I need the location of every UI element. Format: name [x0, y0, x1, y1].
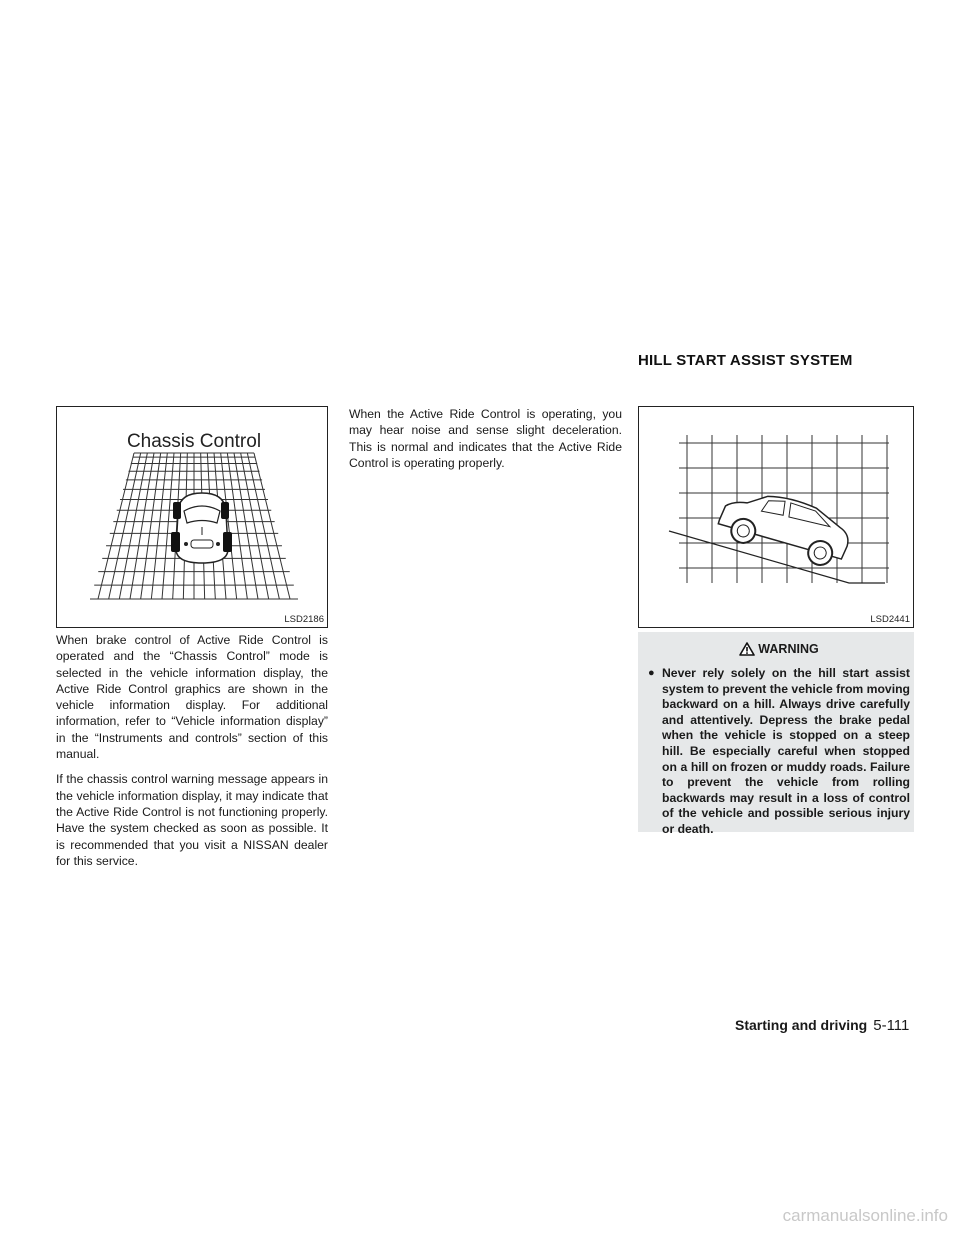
paragraph: When brake control of Active Ride Control is operated and the “Chassis Control” mode is selected in the vehicle information display, the Active Ride Control graphics are shown in the vehicle information display. For additional information, refer to “Vehicle information display” in the “Instruments and controls” section of this manual.: [56, 633, 328, 762]
section-title: HILL START ASSIST SYSTEM: [638, 352, 853, 369]
warning-triangle-icon: [739, 642, 755, 656]
car-on-hill-icon: [715, 482, 855, 571]
figure-chassis-control: [56, 406, 328, 628]
warning-heading: [648, 642, 910, 656]
paragraph: When the Active Ride Control is operating, you may hear noise and sense slight deceleration. This is normal and indicates that the Active Ride Control is operating properly.: [349, 407, 622, 470]
chassis-control-illustration: [57, 407, 327, 627]
figure-hill-start: [638, 406, 914, 628]
warning-item: [648, 666, 910, 838]
warning-heading-text: WARNING: [758, 642, 819, 656]
page-number: 5-111: [873, 1017, 910, 1034]
car-top-view-icon: [171, 493, 232, 563]
bullet: ●: [648, 667, 655, 679]
figure-id: LSD2441: [870, 614, 910, 625]
warning-box: [638, 632, 914, 836]
footer-section-name: Starting and driving: [735, 1017, 868, 1033]
column-1-text: [56, 632, 328, 869]
hill-start-illustration: [639, 407, 913, 627]
figure-id: LSD2186: [284, 614, 324, 625]
warning-text: Never rely solely on the hill start assist system to prevent the vehicle from moving backward on a hill. Always drive carefully and attentively. Depress the brake pedal when the vehicle is stopped on a steep hill. Be especially careful when stopped on a hill on frozen or muddy roads. Failure to prevent the vehicle from rolling backwards may result in a loss of control of the vehicle and possible serious injury or death.: [662, 666, 910, 836]
paragraph: If the chassis control warning message appears in the vehicle information display, it may indicate that the Active Ride Control is not functioning properly. Have the system checked as soon as possible. It is recommended that you visit a NISSAN dealer for this service.: [56, 772, 328, 868]
watermark: carmanualsonline.info: [782, 1206, 948, 1225]
page-footer: [735, 1017, 909, 1034]
column-2-text: [349, 406, 622, 471]
chassis-control-screen-title: Chassis Control: [126, 431, 262, 452]
